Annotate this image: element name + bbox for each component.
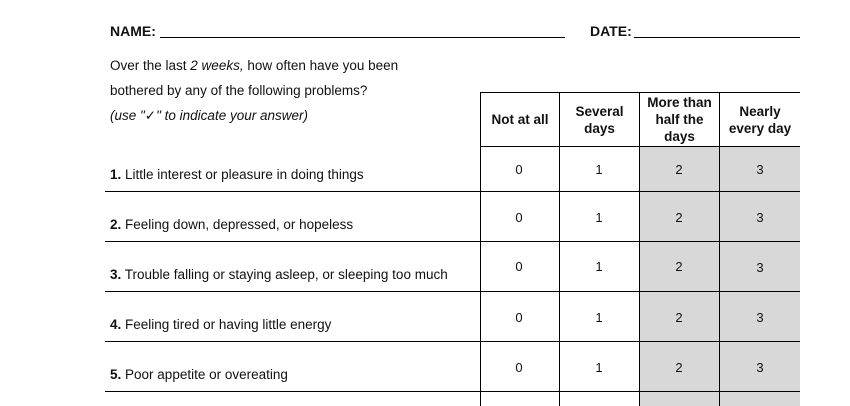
column-header-several-days: Several days [575, 103, 624, 136]
column-header-more-than-half: More than half the days [647, 95, 712, 144]
score-option[interactable]: 1 [595, 310, 603, 325]
question-3: 3. Trouble falling or staying asleep, or sleeping too much [110, 267, 448, 282]
name-field[interactable] [160, 37, 565, 38]
score-option[interactable]: 2 [675, 259, 683, 274]
question-2: 2. Feeling down, depressed, or hopeless [110, 217, 354, 232]
score-option[interactable]: 3 [756, 260, 764, 275]
shaded-score-columns [640, 147, 800, 406]
score-option[interactable]: 1 [595, 259, 603, 274]
row-divider [105, 241, 800, 242]
date-field[interactable] [634, 37, 800, 38]
score-option[interactable]: 1 [595, 360, 603, 375]
score-option[interactable]: 0 [515, 259, 523, 274]
question-5: 5. Poor appetite or overeating [110, 367, 288, 382]
date-label: DATE: [590, 23, 632, 39]
score-option[interactable]: 0 [515, 360, 523, 375]
question-4: 4. Feeling tired or having little energy [110, 317, 332, 332]
row-divider [105, 291, 800, 292]
score-option[interactable]: 3 [756, 310, 764, 325]
header-bottom-border [480, 146, 800, 147]
name-label: NAME: [110, 23, 156, 39]
row-divider [105, 391, 800, 392]
score-option[interactable]: 3 [756, 360, 764, 375]
row-divider [105, 341, 800, 342]
score-option[interactable]: 2 [675, 310, 683, 325]
score-option[interactable]: 2 [675, 162, 683, 177]
score-option[interactable]: 3 [756, 210, 764, 225]
column-header-nearly-every-day: Nearly every day [728, 103, 792, 136]
score-option[interactable]: 2 [675, 210, 683, 225]
instructions-line-2: bothered by any of the following problems? [110, 83, 368, 98]
instructions-line-1: Over the last 2 weeks, how often have you been [110, 58, 399, 73]
question-1: 1. Little interest or pleasure in doing things [110, 167, 364, 182]
score-option[interactable]: 0 [515, 210, 523, 225]
score-option[interactable]: 1 [595, 210, 603, 225]
score-option[interactable]: 3 [756, 162, 764, 177]
row-divider [105, 191, 800, 192]
instructions [110, 56, 470, 126]
score-option[interactable]: 0 [515, 162, 523, 177]
column-header-not-at-all: Not at all [491, 112, 549, 127]
instructions-line-3: (use "✓" to indicate your answer) [110, 108, 308, 123]
score-option[interactable]: 2 [675, 360, 683, 375]
score-option[interactable]: 1 [595, 162, 603, 177]
score-option[interactable]: 0 [515, 310, 523, 325]
